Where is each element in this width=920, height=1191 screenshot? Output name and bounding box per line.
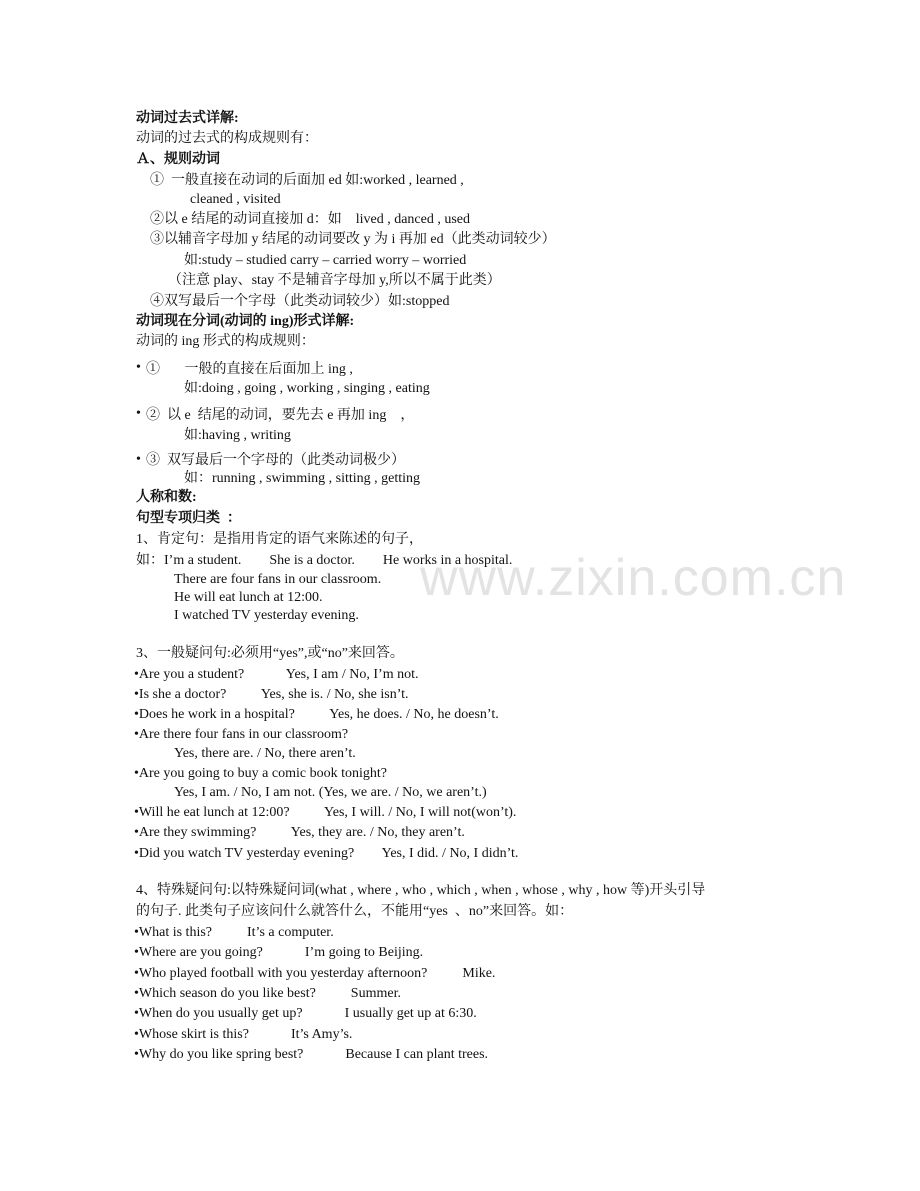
list-item: •When do you usually get up? I usually get up at 6:30. [134, 1006, 477, 1021]
rule-1: ① 一般直接在动词的后面加 ed 如:worked , learned , [150, 173, 464, 188]
list-item: •Will he eat lunch at 12:00? Yes, I will. / No, I will not(won’t). [134, 805, 517, 820]
yes-no-question-definition: 3、一般疑问句:必须用“yes”,或“no”来回答。 [136, 646, 404, 661]
section-title-person-number: 人称和数: [136, 490, 197, 505]
rule-1-cont: cleaned , visited [190, 192, 281, 207]
list-item: •Who played football with you yesterday afternoon? Mike. [134, 966, 496, 981]
list-item: •What is this? It’s a computer. [134, 925, 334, 940]
affirmative-example-2: There are four fans in our classroom. [174, 572, 382, 587]
ing-rule-2: ② 以 e 结尾的动词，要先去 e 再加 ing ， [146, 408, 415, 423]
list-item: •Does he work in a hospital? Yes, he does. / No, he doesn’t. [134, 707, 499, 722]
section-title-past-tense: 动词过去式详解: [136, 111, 239, 126]
rule-2: ②以 e 结尾的动词直接加 d：如 lived , danced , used [150, 212, 471, 227]
affirmative-example-4: I watched TV yesterday evening. [174, 608, 359, 623]
rule-3: ③以辅音字母加 y 结尾的动词要改 y 为 i 再加 ed（此类动词较少） [150, 232, 556, 247]
list-item: •Are you going to buy a comic book tonight? [134, 766, 387, 781]
wh-question-definition: 4、特殊疑问句:以特殊疑问词(what , where , who , which , when , whose , why , how 等)开头引导 [136, 883, 706, 898]
list-item: •Where are you going? I’m going to Beijing. [134, 945, 424, 960]
affirmative-definition: 1、肯定句：是指用肯定的语气来陈述的句子， [136, 532, 423, 547]
ing-rule-1: ① 一般的直接在后面加上 ing , [146, 362, 353, 377]
ing-intro: 动词的 ing 形式的构成规则： [136, 334, 315, 349]
ing-rule-2-example: 如:having , writing [184, 428, 291, 443]
bullet-icon: • [136, 406, 141, 421]
affirmative-example-3: He will eat lunch at 12:00. [174, 590, 323, 605]
watermark: www.zixin.com.cn [420, 549, 847, 607]
regular-verbs-heading: Ａ、规则动词 [136, 152, 220, 167]
list-item: Yes, there are. / No, there aren’t. [174, 746, 356, 761]
section-title-ing: 动词现在分词(动词的 ing)形式详解: [136, 314, 355, 329]
list-item: •Did you watch TV yesterday evening? Yes, I did. / No, I didn’t. [134, 846, 519, 861]
ing-rule-3: ③ 双写最后一个字母的（此类动词极少） [146, 453, 405, 468]
bullet-icon: • [136, 452, 141, 467]
section-title-sentence-types: 句型专项归类 ： [136, 511, 241, 526]
list-item: •Are there four fans in our classroom? [134, 727, 349, 742]
list-item: •Are they swimming? Yes, they are. / No, they aren’t. [134, 825, 465, 840]
rule-4: ④双写最后一个字母（此类动词较少）如:stopped [150, 294, 450, 309]
affirmative-example-1: 如：I’m a student. She is a doctor. He works in a hospital. [136, 553, 513, 568]
rule-3-note: （注意 play、stay 不是辅音字母加 y,所以不属于此类） [168, 273, 501, 288]
bullet-icon: • [136, 360, 141, 375]
ing-rule-3-example: 如：running , swimming , sitting , getting [184, 471, 421, 486]
list-item: •Whose skirt is this? It’s Amy’s. [134, 1027, 353, 1042]
list-item: •Which season do you like best? Summer. [134, 986, 401, 1001]
list-item: •Is she a doctor? Yes, she is. / No, she isn’t. [134, 687, 409, 702]
list-item: Yes, I am. / No, I am not. (Yes, we are. / No, we aren’t.) [174, 785, 487, 800]
list-item: •Why do you like spring best? Because I can plant trees. [134, 1047, 489, 1062]
ing-rule-1-example: 如:doing , going , working , singing , eating [184, 381, 430, 396]
past-tense-intro: 动词的过去式的构成规则有： [136, 131, 318, 146]
rule-3-example: 如:study – studied carry – carried worry – worried [184, 253, 467, 268]
wh-question-definition-cont: 的句子. 此类句子应该问什么就答什么，不能用“yes 、no”来回答。如： [136, 904, 574, 919]
list-item: •Are you a student? Yes, I am / No, I’m not. [134, 667, 419, 682]
